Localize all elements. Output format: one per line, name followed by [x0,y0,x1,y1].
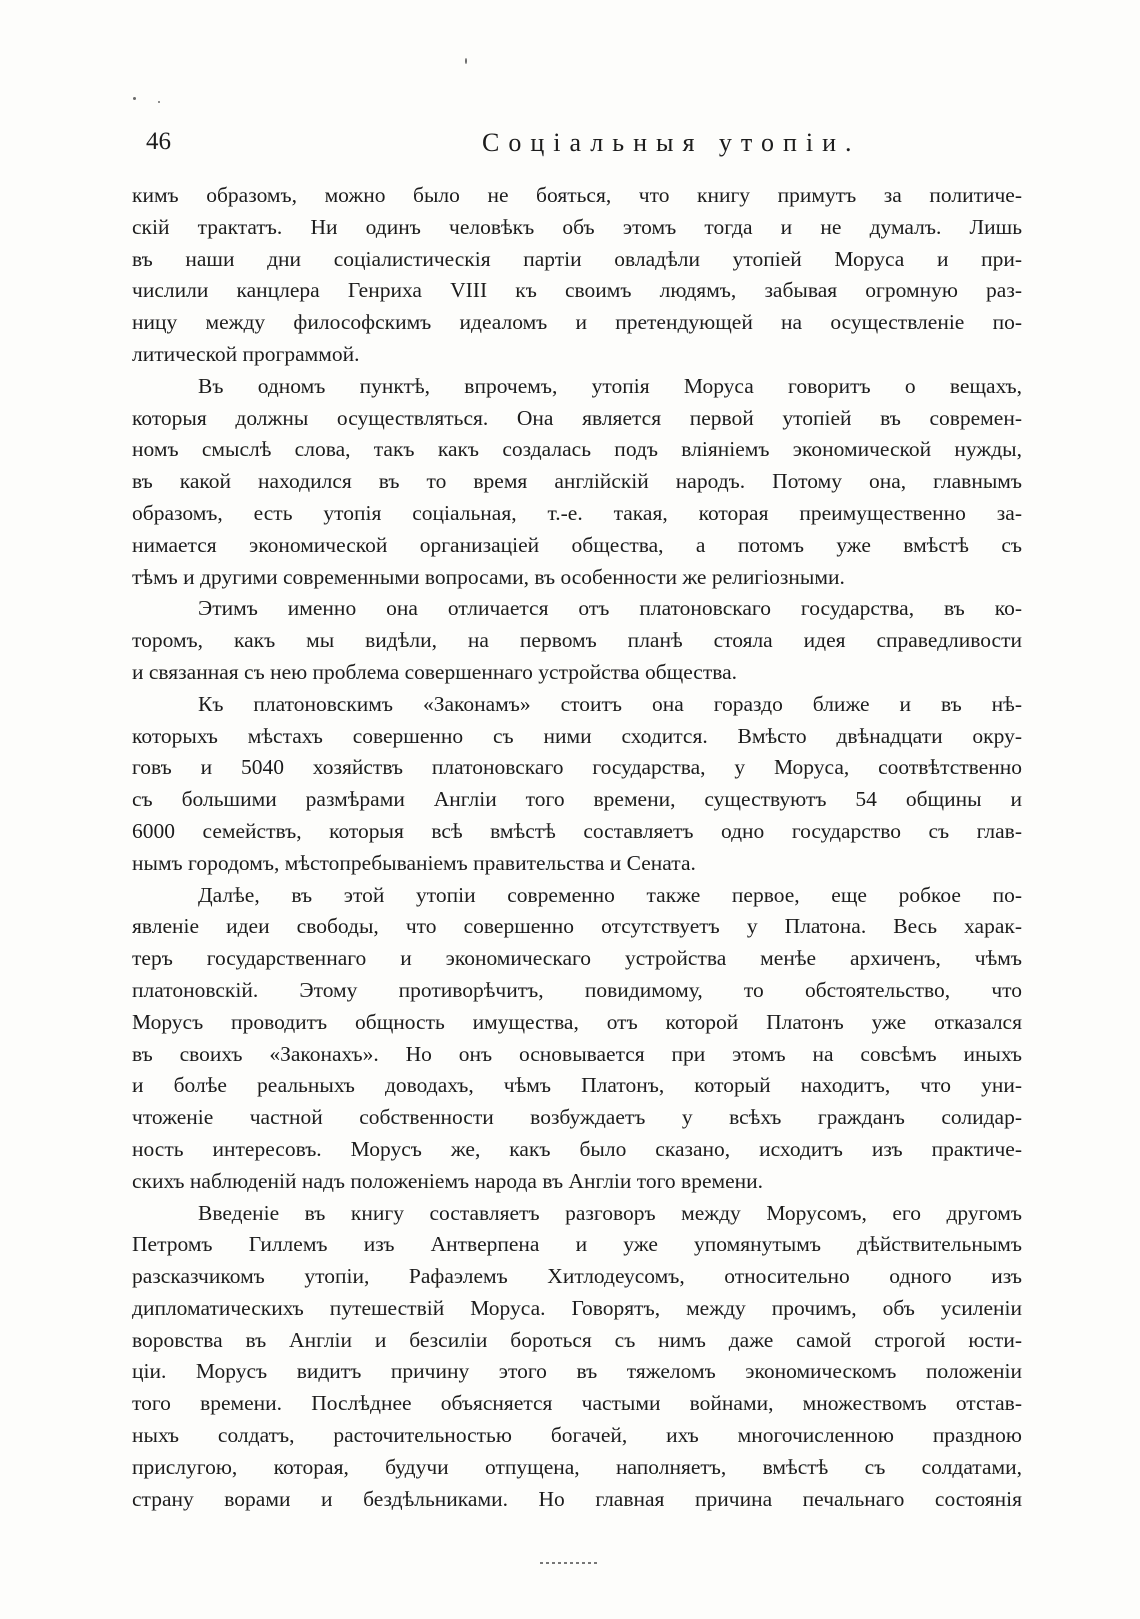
text-line: дипломатическихъ путешествій Моруса. Говорятъ, между прочимъ, объ усиленіи [132,1295,1022,1320]
text-line: которыхъ мѣстахъ совершенно съ ними сходится. Вмѣсто двѣнадцати окру- [132,723,1022,748]
text-line: говъ и 5040 хозяйствъ платоновскаго государства, у Моруса, соотвѣтственно [132,755,1022,780]
text-line: ность интересовъ. Морусъ же, какъ было сказано, исходитъ изъ практиче- [132,1136,1022,1161]
text-line: ціи. Морусъ видитъ причину этого въ тяжеломъ экономическомъ положеніи [132,1359,1022,1384]
text-line: платоновскій. Этому противорѣчитъ, повидимому, то обстоятельство, что [132,977,1022,1002]
scan-bottom-mark [540,1562,600,1564]
text-line: числили канцлера Генриха VIII къ своимъ людямъ, забывая огромную раз- [132,278,1022,303]
text-line: прислугою, которая, будучи отпущена, наполняетъ, вмѣстѣ съ солдатами, [132,1454,1022,1479]
text-line: съ большими размѣрами Англіи того времени, существуютъ 54 общины и [132,787,1022,812]
scan-speck [465,58,467,64]
text-line: нымъ городомъ, мѣстопребываніемъ правительства и Сената. [132,850,696,875]
text-line: въ своихъ «Законахъ». Но онъ основывается при этомъ на совсѣмъ иныхъ [132,1041,1022,1066]
page-header [132,128,1022,172]
text-line: образомъ, есть утопія соціальная, т.-е. такая, которая преимущественно за- [132,500,1022,525]
text-line: тѣмъ и другими современными вопросами, въ особенности же религіозными. [132,564,845,589]
running-title: Соціальныя утопіи. [482,128,861,157]
text-line: Въ одномъ пунктѣ, впрочемъ, утопія Моруса говоритъ о вещахъ, [198,373,1022,398]
text-line: явленіе идеи свободы, что совершенно отсутствуетъ у Платона. Весь харак- [132,914,1022,939]
text-line: 6000 семействъ, которыя всѣ вмѣстѣ составляетъ одно государство съ глав- [132,818,1022,843]
text-line: Введеніе въ книгу составляетъ разговоръ между Морусомъ, его другомъ [198,1200,1022,1225]
text-line: торомъ, какъ мы видѣли, на первомъ планѣ стояла идея справедливости [132,628,1022,653]
text-line: въ наши дни соціалистическія партіи овладѣли утопіей Моруса и при- [132,246,1022,271]
text-line: ныхъ солдатъ, расточительностью богачей, ихъ многочисленною праздною [132,1423,1022,1448]
scan-speck [133,97,136,100]
scan-speck [158,101,160,103]
text-line: Петромъ Гиллемъ изъ Антверпена и уже упомянутымъ дѣйствительнымъ [132,1232,1022,1257]
text-line: ницу между философскимъ идеаломъ и претендующей на осуществленіе по- [132,310,1022,335]
text-line: воровства въ Англіи и безсиліи бороться съ нимъ даже самой строгой юсти- [132,1327,1022,1352]
text-line: въ какой находился въ то время англійскій народъ. Потому она, главнымъ [132,469,1022,494]
text-line: Къ платоновскимъ «Законамъ» стоитъ она гораздо ближе и въ нѣ- [198,691,1022,716]
text-line: того времени. Послѣднее объясняется частыми войнами, множествомъ отстав- [132,1391,1022,1416]
body-text [132,180,1022,1515]
text-line: нимается экономической организаціей общества, а потомъ уже вмѣстѣ съ [132,532,1022,557]
text-line: номъ смыслѣ слова, такъ какъ создалась подъ вліяніемъ экономической нужды, [132,437,1022,462]
text-line: разсказчикомъ утопіи, Рафаэлемъ Хитлодеусомъ, относительно одного изъ [132,1264,1022,1289]
text-line: Морусъ проводитъ общность имущества, отъ которой Платонъ уже отказался [132,1009,1022,1034]
text-line: кимъ образомъ, можно было не бояться, что книгу примутъ за политиче- [132,183,1022,207]
text-line: чтоженіе частной собственности возбуждаетъ у всѣхъ гражданъ солидар- [132,1105,1022,1130]
text-line: которыя должны осуществляться. Она является первой утопіей въ современ- [132,405,1022,430]
page-number: 46 [146,128,171,155]
text-line: и связанная съ нею проблема совершеннаго устройства общества. [132,659,738,684]
text-line: и болѣе реальныхъ доводахъ, чѣмъ Платонъ, который находитъ, что уни- [132,1073,1022,1098]
text-line: Этимъ именно она отличается отъ платоновскаго государства, въ ко- [198,596,1022,621]
text-line: Далѣе, въ этой утопіи современно также первое, еще робкое по- [198,882,1022,907]
text-line: литической программой. [132,341,360,366]
text-line: страну ворами и бездѣльниками. Но главная причина печальнаго состоянія [132,1486,1022,1511]
text-line: теръ государственнаго и экономическаго устройства менѣе архиченъ, чѣмъ [132,946,1022,971]
text-line: скій трактатъ. Ни одинъ человѣкъ объ этомъ тогда и не думалъ. Лишь [132,214,1022,239]
text-line: скихъ наблюденій надъ положеніемъ народа въ Англіи того времени. [132,1168,764,1193]
